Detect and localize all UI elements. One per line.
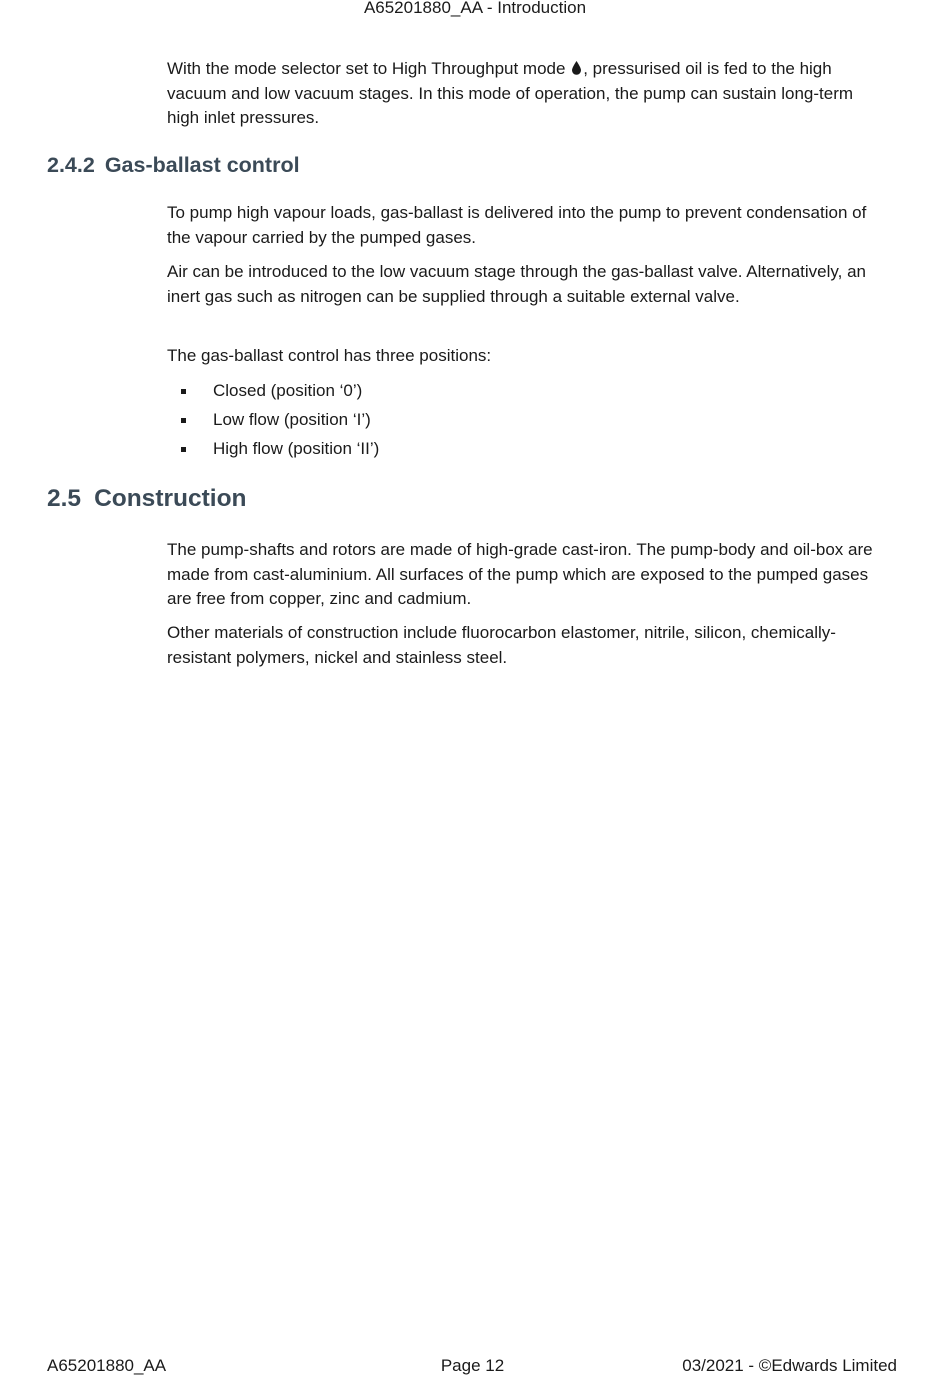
construction-paragraph-2: Other materials of construction include fluorocarbon elastomer, nitrile, silicon, chemically-resistant polymers, nickel and stainless steel.	[167, 623, 836, 667]
list-item-text: Low flow (position ‘I’)	[213, 410, 371, 429]
list-item	[167, 379, 379, 408]
page-header: A65201880_AA - Introduction	[363, 0, 587, 17]
bullet-marker-icon	[181, 418, 186, 423]
intro-text-after-icon: , pressurised oil is fed to the high vacuum and low vacuum stages. In this mode of operation, the pump can sustain long-term high inlet pressures.	[167, 59, 854, 127]
footer-copyright: 03/2021 - ©Edwards Limited	[682, 1356, 897, 1375]
section-title: Construction	[94, 485, 247, 512]
section-number: 2.4.2	[47, 153, 95, 177]
gas-ballast-paragraph-2: Air can be introduced to the low vacuum stage through the gas-ballast valve. Alternatively, an inert gas such as nitrogen can be supplied through a suitable external valve.	[167, 262, 866, 306]
footer-doc-id: A65201880_AA	[47, 1356, 167, 1375]
gas-ballast-paragraph-1: To pump high vapour loads, gas-ballast is delivered into the pump to prevent condensation of the vapour carried by the pumped gases.	[167, 203, 867, 247]
gas-ballast-positions-list	[167, 379, 379, 466]
list-item	[167, 437, 379, 466]
intro-paragraph	[167, 57, 882, 131]
section-heading-construction	[47, 483, 247, 515]
footer-page-number: Page 12	[440, 1356, 505, 1375]
intro-text-before-icon: With the mode selector set to High Throughput mode	[167, 59, 571, 78]
gas-ballast-paragraph-3: The gas-ballast control has three positions:	[167, 346, 492, 365]
section-heading-gas-ballast	[47, 151, 300, 179]
construction-paragraph-1: The pump-shafts and rotors are made of high-grade cast-iron. The pump-body and oil-box are made from cast-aluminium. All surfaces of the pump which are exposed to the pumped gases are free from copper, zinc and cadmium.	[167, 540, 873, 608]
section-number: 2.5	[47, 485, 82, 512]
oil-drop-icon	[571, 61, 582, 75]
list-item-text: High flow (position ‘II’)	[213, 439, 380, 458]
list-item	[167, 408, 379, 437]
bullet-marker-icon	[181, 389, 186, 394]
list-item-text: Closed (position ‘0’)	[213, 381, 363, 400]
bullet-marker-icon	[181, 447, 186, 452]
section-title: Gas-ballast control	[104, 153, 300, 177]
